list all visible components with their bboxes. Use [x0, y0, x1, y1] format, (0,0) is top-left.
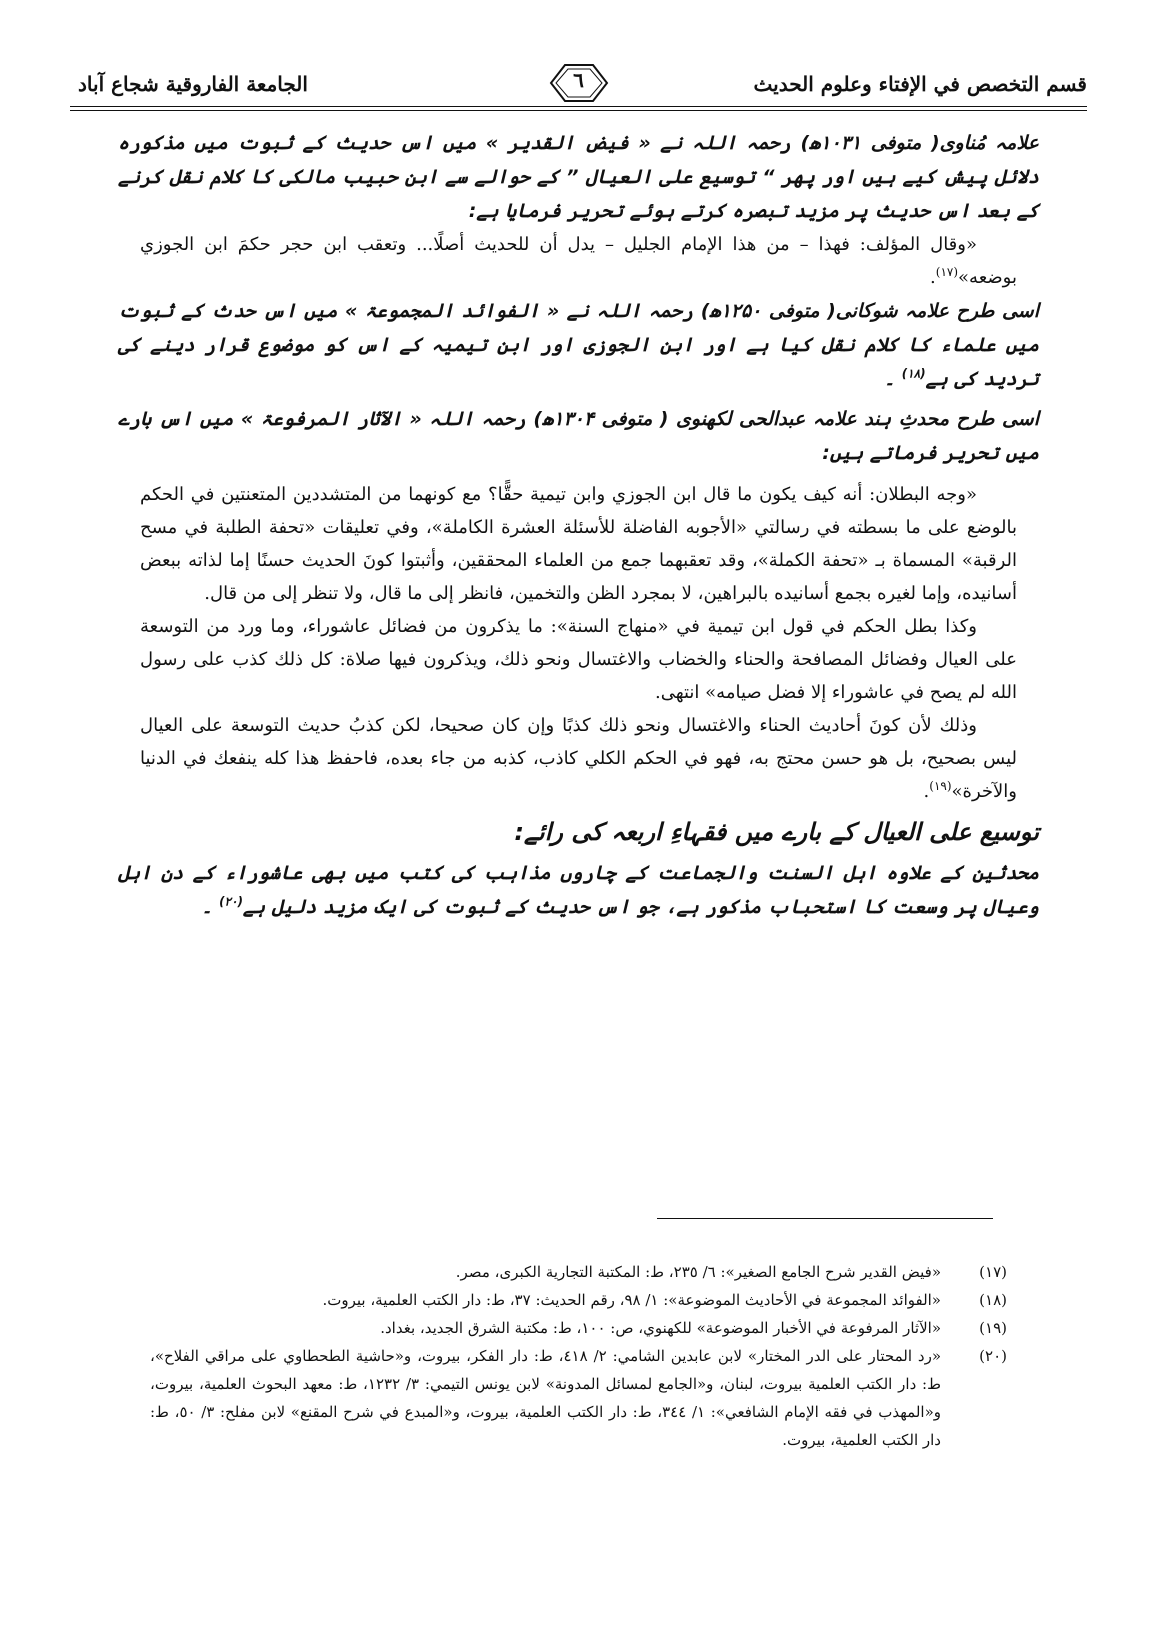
- footnote-ref-19: (١٩): [929, 779, 952, 793]
- quote-text: «وقال المؤلف: فهذا – من هذا الإمام الجليل – يدل أن للحديث أصلًا... وتعقب ابن حجر حكمَ ابن الجوزي بوضعه»: [140, 234, 1017, 288]
- footnote-text: «الفوائد المجموعة في الأحاديث الموضوعة»: ١/ ٩٨، رقم الحديث: ٣٧، ط: دار الكتب العلمية، بيروت.: [322, 1291, 941, 1309]
- quote-text: وذلك لأن كونَ أحاديث الحناء والاغتسال ونحو ذلك كذبًا وإن كان صحيحا، لكن كذبُ حديث التوسعة على العيال ليس بصحيح، بل هو حسن محتج به، فهو في الحكم الكلي كاذب، كذبه من جاء بعده، فاحفظ هذا كله ينفعك في الدنيا والآخرة»: [140, 715, 1017, 802]
- paragraph-fuqaha: محدثین کے علاوہ اہل السنت والجماعت کے چاروں مذاہب کی کتب میں بھی عاشوراء کے دن اہل وعیال پر وسعت کا استحباب مذکور ہے، جو اس حدیث کے ثبوت کی ایک مزید دلیل ہے$^{(٢٠)}$ ۔: [118, 862, 1039, 918]
- header-rule: [70, 106, 1087, 111]
- footnote-item: [150, 1286, 1007, 1314]
- footnote-ref-17: (١٧): [935, 265, 959, 279]
- footnote-number: (٢٠): [979, 1347, 1007, 1365]
- footnote-number: (١٨): [979, 1291, 1007, 1309]
- paragraph-lucknawi: اسی طرح محدثِ ہند علامہ عبدالحی لکھنوی ( متوفی ۱۳۰۴ھ) رحمہ اللہ « الآثار المرفوعۃ » میں اس بارے میں تحریر فرماتے ہیں:: [118, 408, 1039, 464]
- footnote-number: (١٩): [979, 1319, 1007, 1337]
- section-heading: توسیع علی العیال کے بارے میں فقہاءِ اربعہ کی رائے:: [514, 818, 1039, 846]
- footnote-item: [150, 1258, 1007, 1286]
- footnote-item: [150, 1342, 1007, 1454]
- footnote-separator: [657, 1218, 993, 1219]
- main-text: [118, 126, 1039, 924]
- paragraph-shawkani: اسی طرح علامہ شوکانی( متوفی ۱۲۵۰ھ) رحمہ اللہ نے « الفوائد المجموعۃ » میں اس حدث کے ثبوت میں علماء کا کلام نقل کیا ہے اور ابن الجوزی اور ابن تیمیہ کے اس کو موضوع قرار دینے کی تردید کی ہے$^{(١٨)}$ ۔: [118, 300, 1039, 390]
- paragraph-munawi: علامہ مُناوی( متوفی ۱۰۳۱ھ) رحمہ اللہ نے « فیض القدیر » میں اس حدیث کے ثبوت میں مذکورہ دلائل پیش کیے ہیں اور پھر “ توسیع علی العیال ” کے حوالے سے ابن حبیب مالکی کا کلام نقل کرنے کے بعد اس حدیث پر مزید تبصرہ کرتے ہوئے تحریر فرمایا ہے:: [118, 132, 1039, 222]
- quote-faid-al-qadir: «وقال المؤلف: فهذا – من هذا الإمام الجليل – يدل أن للحديث أصلًا... وتعقب ابن حجر حكمَ ابن الجوزي بوضعه»$^{(١٧)}$.: [140, 234, 1017, 288]
- quote-wajh-al-butlan: «وجه البطلان: أنه كيف يكون ما قال ابن الجوزي وابن تيمية حقًّا؟ مع كونهما من المتشددين المتعنتين في الحكم بالوضع على ما بسطته في رسالتي «الأجوبه الفاضلة للأسئلة العشرة الكاملة»، وفي تعليقات «تحفة الطلبة في مسح الرقبة» المسماة بـ «تحفة الكملة»، وقد تعقبهما جمع من العلماء المحققين، وأثبتوا كونَ الحديث حسنًا إما لذاته ببعض أسانيده، وإما لغيره بجمع أسانيده بالبراهين، لا بمجرد الظن والتخمين، فانظر إلى ما قال، ولا تنظر إلى من قال.: [140, 484, 1017, 604]
- page-header: [70, 60, 1087, 120]
- quote-minhaj-al-sunnah: وكذا بطل الحكم في قول ابن تيمية في «منهاج السنة»: ما يذكرون من فضائل عاشوراء، وما ورد من التوسعة على العيال وفضائل المصافحة والحناء والخضاب والاغتسال ونحو ذلك، ويذكرون فيها صلاة: كل ذلك كذب على رسول الله لم يصح في عاشوراء إلا فضل صيامه» انتهى.: [140, 616, 1017, 703]
- page-number: ٦: [573, 68, 584, 92]
- header-institution-title: الجامعة الفاروقية شجاع آباد: [78, 72, 308, 96]
- paragraph-text: محدثین کے علاوہ اہل السنت والجماعت کے چاروں مذاہب کی کتب میں بھی عاشوراء کے دن اہل وعیال پر وسعت کا استحباب مذکور ہے، جو اس حدیث کے ثبوت کی ایک مزید دلیل ہے: [118, 862, 1039, 918]
- footnote-text: «فيض القدير شرح الجامع الصغير»: ٦/ ٢٣٥، ط: المكتبة التجارية الكبرى، مصر.: [455, 1263, 941, 1281]
- footnotes: [150, 1258, 1007, 1454]
- footnote-text: «الآثار المرفوعة في الأخبار الموضوعة» للكهنوي، ص: ١٠٠، ط: مكتبة الشرق الجديد، بغداد.: [380, 1319, 941, 1337]
- footnote-text: «رد المحتار على الدر المختار» لابن عابدين الشامي: ٢/ ٤١٨، ط: دار الفكر، بيروت، و«حاشية الطحطاوي على مراقي الفلاح»، ط: دار الكتب العلمية بيروت، لبنان، و«الجامع لمسائل المدونة» لابن يونس التيمي: ٣/ ١٢٣٢، ط: معهد البحوث العلمية، بيروت، و«المهذب في فقه الإمام الشافعي»: ١/ ٣٤٤، ط: دار الكتب العلمية، بيروت، و«المبدع في شرح المقنع» لابن مفلح: ٣/ ٥٠، ط: دار الكتب العلمية، بيروت.: [150, 1347, 942, 1449]
- paragraph-text: اسی طرح علامہ شوکانی( متوفی ۱۲۵۰ھ) رحمہ اللہ نے « الفوائد المجموعۃ » میں اس حدث کے ثبوت میں علماء کا کلام نقل کیا ہے اور ابن الجوزی اور ابن تیمیہ کے اس کو موضوع قرار دینے کی تردید کی ہے: [118, 300, 1039, 390]
- footnote-ref-20: (٢٠): [219, 894, 243, 909]
- footnote-ref-18: (١٨): [901, 366, 926, 381]
- quote-conclusion: وذلك لأن كونَ أحاديث الحناء والاغتسال ونحو ذلك كذبًا وإن كان صحيحا، لكن كذبُ حديث التوسعة على العيال ليس بصحيح، بل هو حسن محتج به، فهو في الحكم الكلي كاذب، كذبه من جاء بعده، فاحفظ هذا كله ينفعك في الدنيا والآخرة»$^{(١٩)}$.: [140, 715, 1017, 802]
- footnote-number: (١٧): [979, 1263, 1007, 1281]
- page-number-badge: [547, 60, 611, 106]
- header-department-title: قسم التخصص في الإفتاء وعلوم الحديث: [753, 72, 1087, 96]
- footnote-item: [150, 1314, 1007, 1342]
